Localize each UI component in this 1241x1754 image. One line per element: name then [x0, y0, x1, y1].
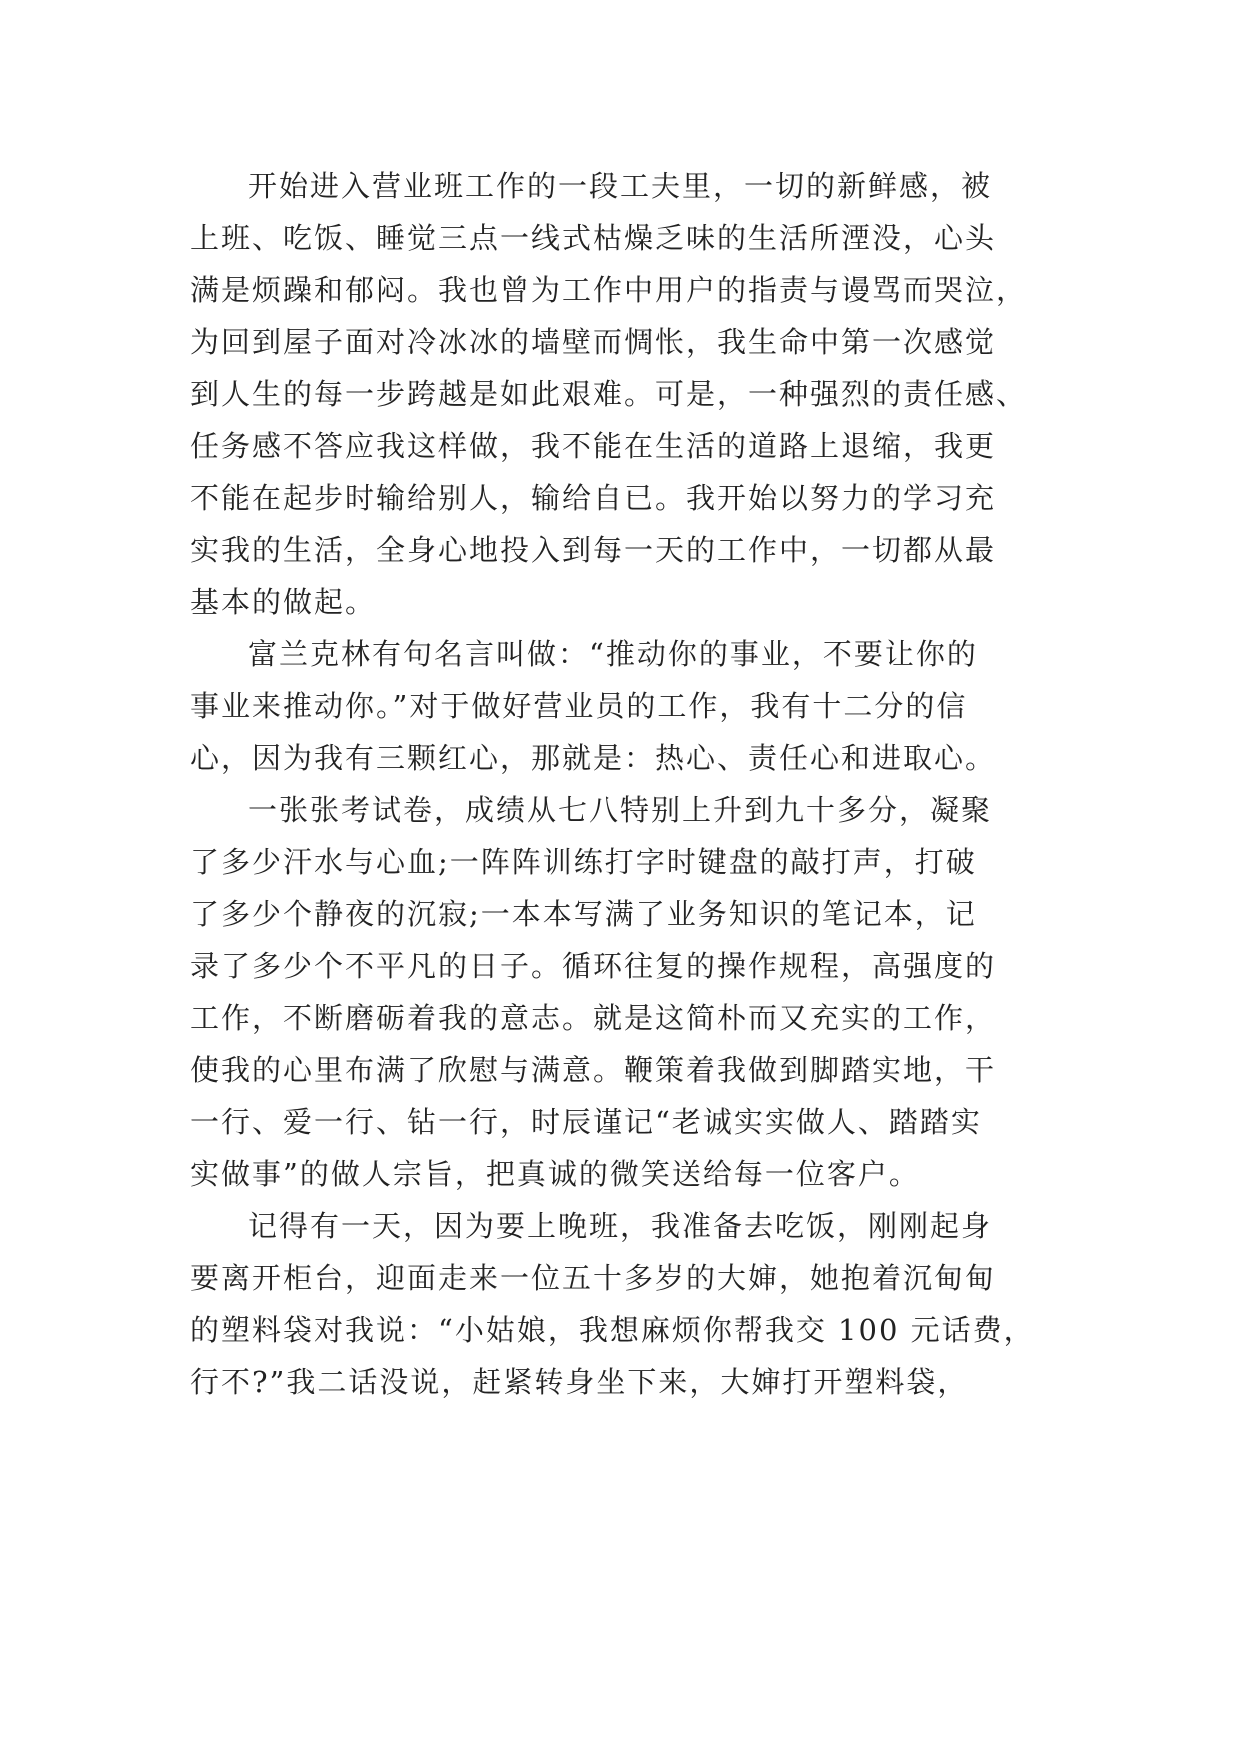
text-line: 行不?”我二话没说，赶紧转身坐下来，大婶打开塑料袋，	[190, 1365, 969, 1399]
text-line: 使我的心里布满了欣慰与满意。鞭策着我做到脚踏实地，干	[190, 1053, 997, 1087]
text-line: 实我的生活，全身心地投入到每一天的工作中，一切都从最	[190, 533, 997, 567]
text-line: 上班、吃饭、睡觉三点一线式枯燥乏味的生活所湮没，心头	[190, 221, 997, 255]
text-line: 为回到屋子面对冷冰冰的墙壁而惆怅，我生命中第一次感觉	[190, 325, 997, 359]
text-line: 心，因为我有三颗红心，那就是：热心、责任心和进取心。	[190, 741, 997, 775]
text-line: 满是烦躁和郁闷。我也曾为工作中用户的指责与谩骂而哭泣，	[190, 273, 1028, 307]
paragraph-1	[190, 160, 1090, 628]
text-line: 开始进入营业班工作的一段工夫里，一切的新鲜感，被	[248, 169, 993, 203]
paragraph-3	[190, 784, 1090, 1200]
text-line: 任务感不答应我这样做，我不能在生活的道路上退缩，我更	[190, 429, 997, 463]
text-line: 录了多少个不平凡的日子。循环往复的操作规程，高强度的	[190, 949, 997, 983]
paragraph-4	[190, 1200, 1090, 1408]
text-line: 到人生的每一步跨越是如此艰难。可是，一种强烈的责任感、	[190, 377, 1028, 411]
text-line: 一行、爱一行、钻一行，时辰谨记“老诚实实做人、踏踏实	[190, 1105, 982, 1139]
text-line: 记得有一天，因为要上晚班，我准备去吃饭，刚刚起身	[248, 1209, 993, 1243]
document-body	[190, 160, 1090, 1408]
paragraph-2	[190, 628, 1090, 784]
text-line: 要离开柜台，迎面走来一位五十多岁的大婶，她抱着沉甸甸	[190, 1261, 997, 1295]
text-line: 基本的做起。	[190, 585, 377, 619]
text-line: 一张张考试卷，成绩从七八特别上升到九十多分，凝聚	[248, 793, 993, 827]
text-line: 事业来推动你。”对于做好营业员的工作，我有十二分的信	[190, 689, 968, 723]
text-line: 的塑料袋对我说：“小姑娘，我想麻烦你帮我交 100 元话费，	[190, 1313, 1035, 1347]
text-line: 不能在起步时输给别人，输给自已。我开始以努力的学习充	[190, 481, 997, 515]
text-line: 实做事”的做人宗旨，把真诚的微笑送给每一位客户。	[190, 1157, 920, 1191]
text-line: 了多少汗水与心血;一阵阵训练打字时键盘的敲打声，打破	[190, 845, 977, 879]
text-line: 富兰克林有句名言叫做：“推动你的事业，不要让你的	[248, 637, 978, 671]
text-line: 工作，不断磨砺着我的意志。就是这简朴而又充实的工作，	[190, 1001, 997, 1035]
text-line: 了多少个静夜的沉寂;一本本写满了业务知识的笔记本，记	[190, 897, 977, 931]
